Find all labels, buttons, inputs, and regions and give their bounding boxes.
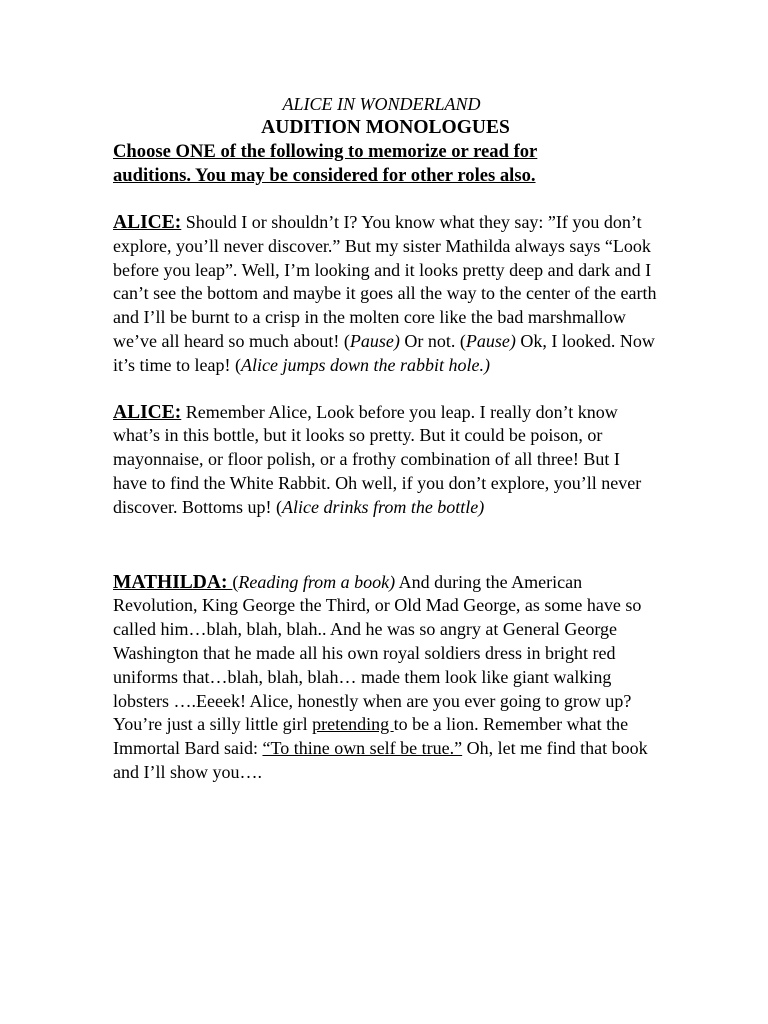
monologue-text: Should I or shouldn’t I? You know what they say: ”If you don’t explore, you’ll never discover.” But my sister Mathilda always says “Look before you leap”. Well, I’m looking and it looks pretty deep and dark and I can’t see the bottom and maybe it goes all the way to the center of the earth and I’ll be burnt to a crisp in the molten core like the bad marshmallow we’ve all heard so much about! ( (113, 212, 657, 351)
stage-direction: Pause) (465, 330, 516, 351)
speaker-label: ALICE: (113, 212, 182, 233)
instructions-line-2: auditions. You may be considered for other roles also. (113, 165, 536, 186)
open-paren: ( (232, 571, 239, 592)
stage-direction: Alice drinks from the bottle) (282, 496, 485, 517)
stage-direction: Pause) (349, 330, 400, 351)
document-subtitle: AUDITION MONOLOGUES (261, 117, 510, 138)
stage-direction: Reading from a book) (238, 571, 396, 592)
monologue-text: Or not. ( (399, 330, 466, 351)
underlined-text: pretending (312, 714, 394, 735)
monologue-text: Oh, let me find that book and I’ll show you…. (113, 738, 648, 782)
stage-direction: Alice jumps down the rabbit hole.) (240, 354, 490, 375)
speaker-label: ALICE: (113, 401, 182, 423)
monologue-mathilda (113, 571, 658, 785)
monologue-alice-2 (113, 401, 658, 520)
underlined-quote: “To thine own self be true.” (262, 738, 463, 759)
monologue-text: And during the American Revolution, King George the Third, or Old Mad George, as some have so called him…blah, blah, blah.. And he was so angry at General George Washington that he made all his own royal soldiers dress in bright red uniforms that…blah, blah, blah… made them look like giant walking lobsters ….Eeeek! Alice, honestly when are you ever going to grow up? You’re just a silly little girl (113, 571, 642, 735)
monologue-alice-1 (113, 211, 658, 378)
instructions-line-1: Choose ONE of the following to memorize or read for (113, 141, 538, 162)
document-page (113, 92, 658, 785)
speaker-label: MATHILDA: (113, 571, 233, 593)
document-title: ALICE IN WONDERLAND (282, 94, 481, 114)
monologue-text: to be a lion. Remember what the Immortal Bard said: (113, 714, 629, 759)
monologue-text: Ok, I looked. Now it’s time to leap! ( (113, 330, 655, 375)
monologue-text: Remember Alice, Look before you leap. I really don’t know what’s in this bottle, but it looks so pretty. But it could be poison, or mayonnaise, or floor polish, or a frothy combination of all three! But I have to find the White Rabbit. Oh well, if you don’t explore, you’ll never discover. Bottoms up! ( (113, 401, 642, 517)
instructions (113, 140, 658, 188)
